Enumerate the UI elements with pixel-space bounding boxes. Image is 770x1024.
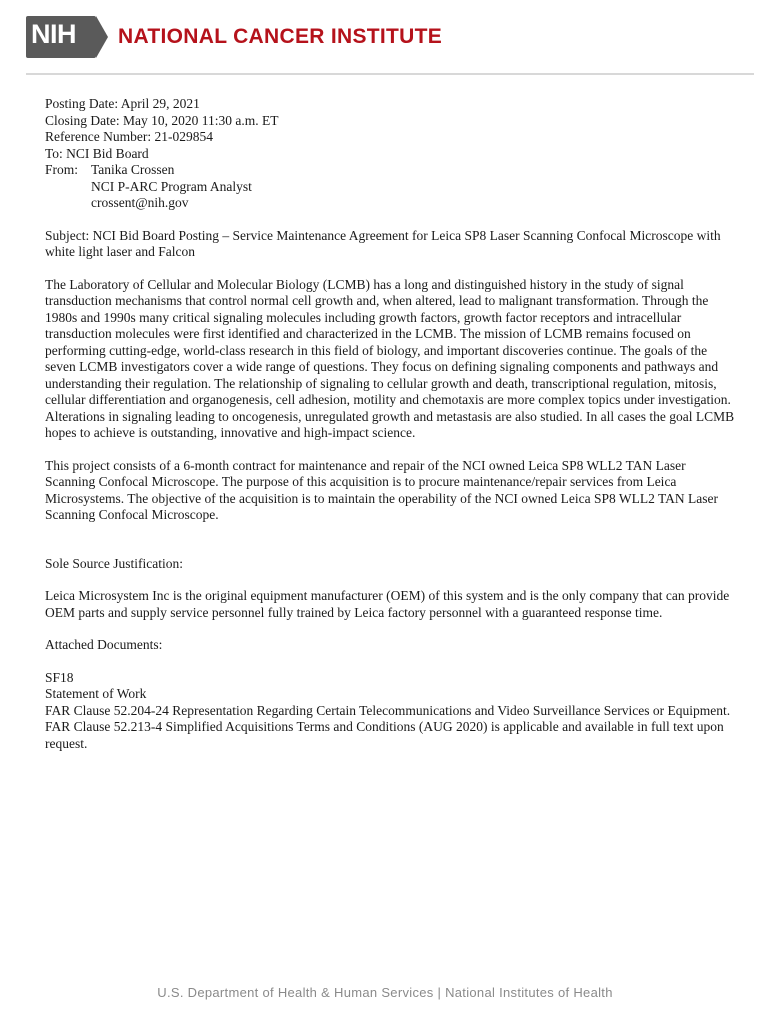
list-item: FAR Clause 52.213-4 Simplified Acquisitions Terms and Conditions (AUG 2020) is applicable and available in full text upon request. <box>45 719 724 751</box>
reference-number: Reference Number: 21-029854 <box>45 129 213 144</box>
from-title: NCI P-ARC Program Analyst <box>91 178 252 194</box>
lcmb-paragraph: The Laboratory of Cellular and Molecular Biology (LCMB) has a long and distinguished history in the study of signal transduction mechanisms that control normal cell growth and, when altered, lead to malignant transformation. Through the 1980s and 1990s many critical signaling molecules including growth factors, growth factor receptors and intracellular transduction molecules were first identified and characterized in the LCMB. The mission of LCMB remains focused on performing cutting-edge, world-class research in this field of biology, and important discoveries continue. The goals of the seven LCMB investigators cover a wide range of questions. They focus on defining signaling components and pathways and understanding their regulation. The relationship of signaling to cellular growth and death, transcriptional regulation, mitosis, cellular differentiation and organogenesis, cell adhesion, motility and chemotaxis are more complex topics under investigation. Alterations in signaling leading to oncogenesis, unregulated growth and metastasis are also studied. In all cases the goal LCMB hopes to achieve is outstanding, innovative and high-impact science. <box>45 276 735 440</box>
page-footer: U.S. Department of Health & Human Services | National Institutes of Health <box>157 985 613 1000</box>
list-item: Statement of Work <box>45 686 147 701</box>
nih-logo-text: NIH <box>31 19 76 49</box>
subject-line: Subject: NCI Bid Board Posting – Service Maintenance Agreement for Leica SP8 Laser Scanning Confocal Microscope with white light laser and Falcon <box>45 227 721 259</box>
list-item: FAR Clause 52.204-24 Representation Regarding Certain Telecommunications and Video Surveillance Services or Equipment. <box>45 702 731 718</box>
attached-heading: Attached Documents: <box>45 637 163 652</box>
from-block <box>45 162 735 212</box>
org-name: NATIONAL CANCER INSTITUTE <box>118 25 443 48</box>
project-paragraph: This project consists of a 6-month contract for maintenance and repair of the NCI owned Leica SP8 WLL2 TAN Laser Scanning Confocal Microscope. The purpose of this acquisition is to procure maintenance/repair services from Leica Microsystems. The objective of the acquisition is to maintain the operability of the NCI owned Leica SP8 WLL2 TAN Laser Scanning Confocal Microscope. <box>45 457 719 522</box>
from-email: crossent@nih.gov <box>91 195 189 210</box>
document-body <box>45 96 735 752</box>
letterhead <box>26 16 442 58</box>
nih-logo <box>26 16 96 58</box>
sole-source-heading: Sole Source Justification: <box>45 555 183 571</box>
list-item: SF18 <box>45 669 74 685</box>
from-label: From: <box>45 162 79 177</box>
header-divider <box>26 73 754 75</box>
from-details <box>91 162 252 212</box>
logo-chevron-icon <box>96 16 108 58</box>
sole-source-paragraph: Leica Microsystem Inc is the original equipment manufacturer (OEM) of this system and is the only company that can provide OEM parts and supply service personnel fully trained by Leica factory personnel with a guaranteed response time. <box>45 588 730 620</box>
closing-date: Closing Date: May 10, 2020 11:30 a.m. ET <box>45 112 279 128</box>
to-field: To: NCI Bid Board <box>45 145 149 161</box>
attachment-list <box>45 670 735 753</box>
from-name: Tanika Crossen <box>91 162 175 177</box>
posting-date: Posting Date: April 29, 2021 <box>45 96 200 111</box>
